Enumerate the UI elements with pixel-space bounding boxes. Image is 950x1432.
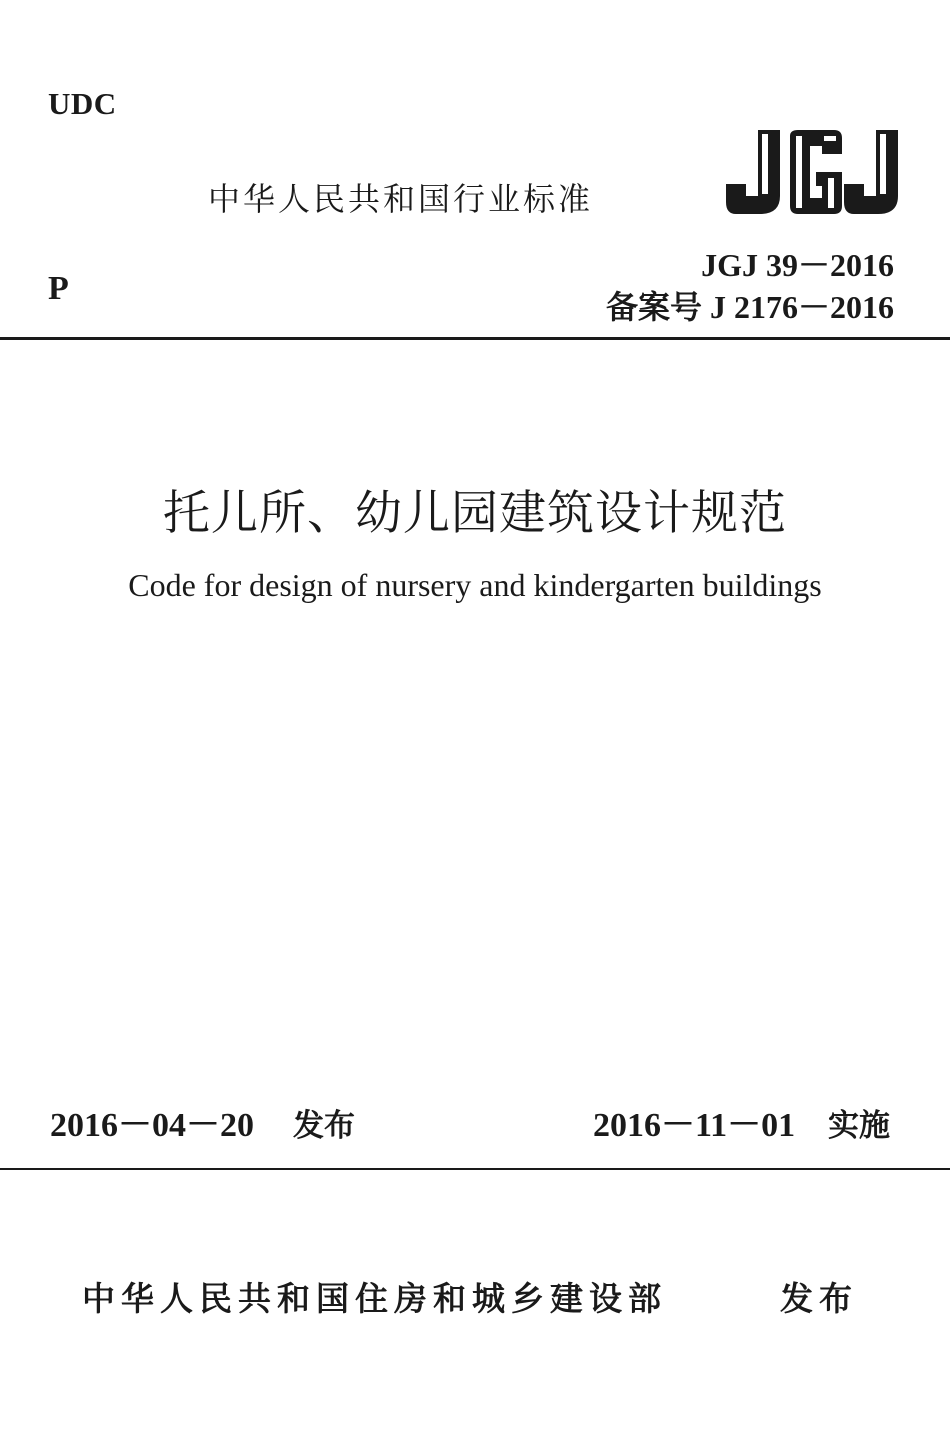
- issue-date: 2016－04－20: [50, 1107, 254, 1144]
- jgj-logo-letter-j1: [726, 130, 780, 214]
- top-divider: [0, 337, 950, 340]
- standard-type-heading: 中华人民共和国行业标准: [208, 180, 594, 218]
- jgj-logo-icon: [724, 126, 900, 218]
- publisher-action: 发布: [780, 1279, 858, 1318]
- publisher-name: 中华人民共和国住房和城乡建设部: [82, 1279, 667, 1318]
- issue-label: 发布: [293, 1108, 355, 1144]
- jgj-logo-letter-g: [790, 130, 842, 214]
- record-number: 备案号 J 2176－2016: [605, 289, 894, 325]
- classification-code: P: [48, 270, 69, 307]
- standard-number: JGJ 39－2016: [701, 247, 894, 283]
- implementation-label: 实施: [828, 1108, 890, 1144]
- document-title-english: Code for design of nursery and kindergarten buildings: [128, 567, 822, 603]
- udc-label: UDC: [48, 86, 117, 121]
- implementation-date: 2016－11－01: [593, 1107, 796, 1144]
- jgj-logo-letter-j2: [844, 130, 898, 214]
- document-title-chinese: 托儿所、幼儿园建筑设计规范: [163, 486, 787, 541]
- bottom-divider: [0, 1168, 950, 1170]
